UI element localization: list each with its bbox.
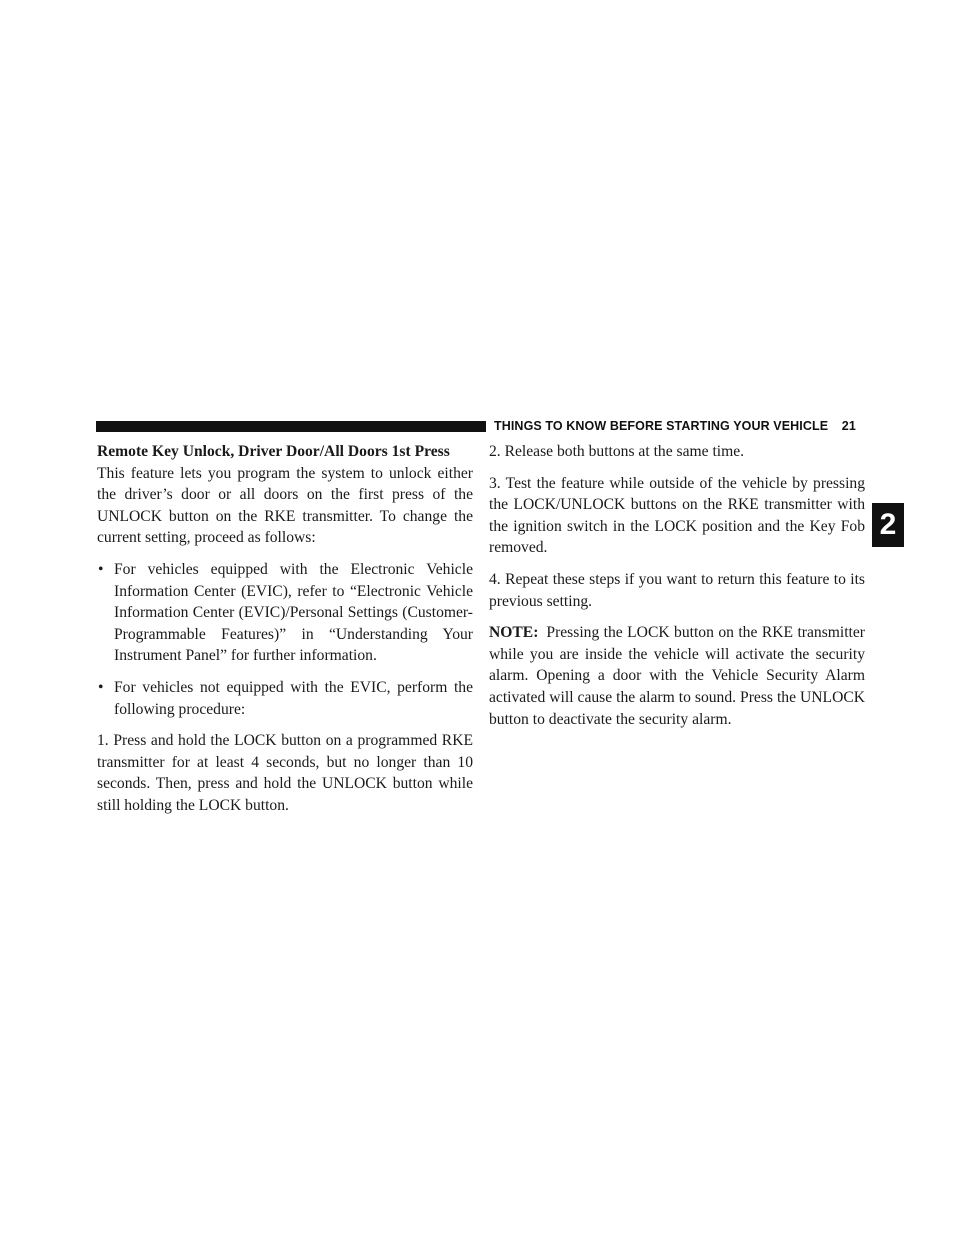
intro-paragraph: This feature lets you program the system to unlock either the driver’s door or all doors on the first press of the UNLOCK button on the RKE transmitter. To change the current setting, proceed as follows: xyxy=(97,464,473,547)
note-label: NOTE: xyxy=(489,624,539,642)
header-rule xyxy=(96,421,486,432)
header-title: THINGS TO KNOW BEFORE STARTING YOUR VEHICLE xyxy=(494,419,829,433)
left-column xyxy=(97,441,473,827)
bullet-text: For vehicles equipped with the Electronic Vehicle Information Center (EVIC), refer to “Electronic Vehicle Information Center (EVIC)/Personal Settings (Customer-Programmable Features)” in “Understanding Your Instrument Panel” for further information. xyxy=(114,560,473,665)
running-header xyxy=(494,419,864,433)
right-column xyxy=(489,441,865,740)
bullet-marker: • xyxy=(98,560,104,578)
bullet-text: For vehicles not equipped with the EVIC, perform the following procedure: xyxy=(114,678,473,718)
bullet-item xyxy=(97,677,473,720)
step-2: 2. Release both buttons at the same time. xyxy=(489,443,745,460)
bullet-item xyxy=(97,559,473,667)
step-4: 4. Repeat these steps if you want to return this feature to its previous setting. xyxy=(489,570,865,610)
chapter-tab: 2 xyxy=(872,503,904,547)
bullet-marker: • xyxy=(98,678,104,696)
section-heading: Remote Key Unlock, Driver Door/All Doors 1st Press xyxy=(97,443,450,460)
step-3: 3. Test the feature while outside of the vehicle by pressing the LOCK/UNLOCK buttons on the RKE transmitter with the ignition switch in the LOCK position and the Key Fob removed. xyxy=(489,474,865,557)
step-1: 1. Press and hold the LOCK button on a programmed RKE transmitter for at least 4 seconds, but no longer than 10 seconds. Then, press and hold the UNLOCK button while still holding the LOCK button. xyxy=(97,732,473,814)
note-text: Pressing the LOCK button on the RKE transmitter while you are inside the vehicle will activate the security alarm. Opening a door with the Vehicle Security Alarm activated will cause the alarm to sound. Press the UNLOCK button to deactivate the security alarm. xyxy=(489,624,865,728)
page-number: 21 xyxy=(841,419,856,433)
note-paragraph xyxy=(489,622,865,730)
